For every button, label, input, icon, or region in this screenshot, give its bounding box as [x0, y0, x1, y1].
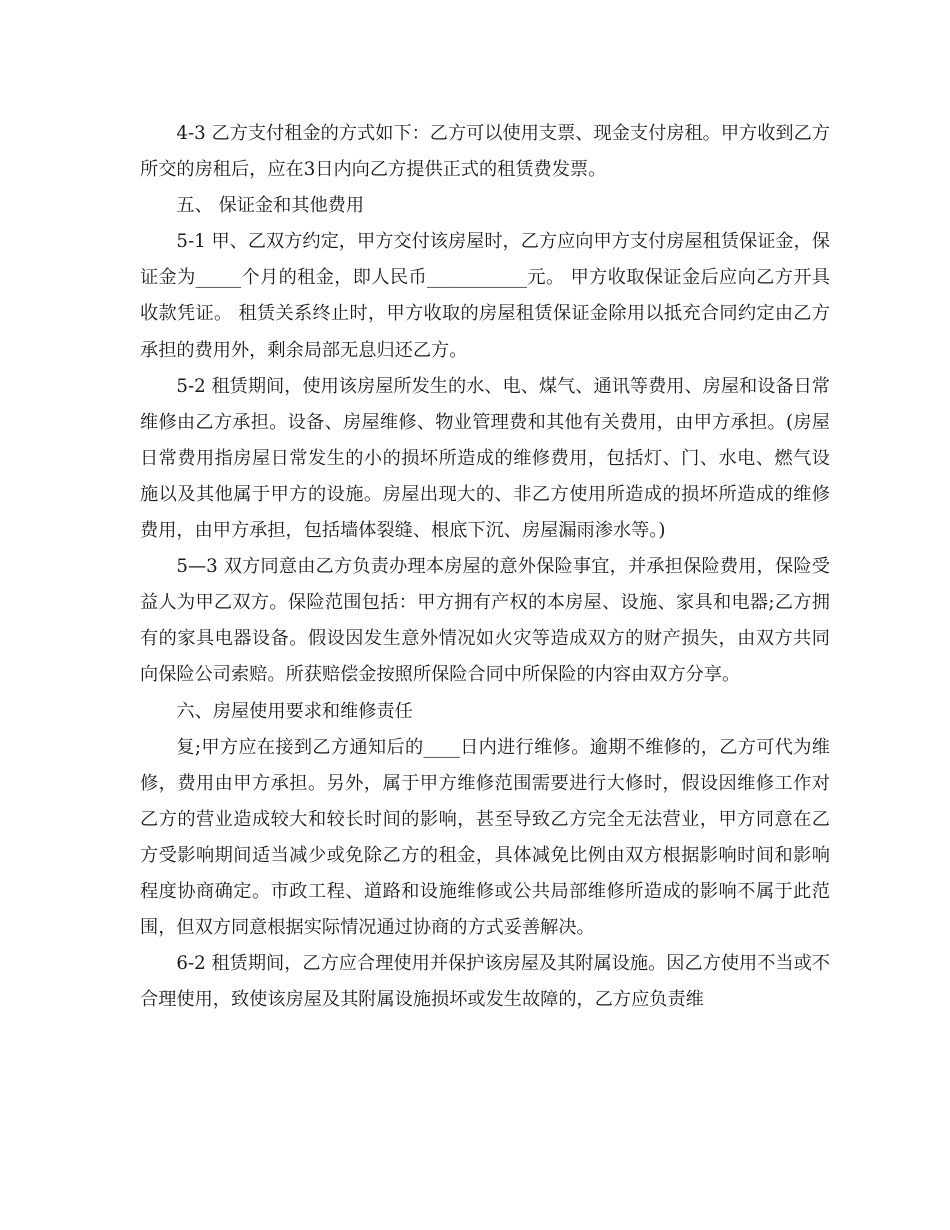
paragraph-5-2: 5-2 租赁期间，使用该房屋所发生的水、电、煤气、通讯等费用、房屋和设备日常维修由乙方承担。设备、房屋维修、物业管理费和其他有关费用，由甲方承担。(房屋日常费用指房屋日常发生的小的损坏所造成的维修费用，包括灯、门、水电、燃气设施以及其他属于甲方的设施。房屋出现大的、非乙方使用所造成的损坏所造成的维修费用，由甲方承担，包括墙体裂缝、根底下沉、房屋漏雨渗水等。) — [140, 375, 830, 542]
paragraph-4-3: 4-3 乙方支付租金的方式如下：乙方可以使用支票、现金支付房租。甲方收到乙方所交的房租后，应在3日内向乙方提供正式的租赁费发票。 — [140, 123, 830, 181]
paragraph-5-3: 5—3 双方同意由乙方负责办理本房屋的意外保险事宜，并承担保险费用，保险受益人为甲乙双方。保险范围包括：甲方拥有产权的本房屋、设施、家具和电器;乙方拥有的家具电器设备。假设因发生意外情况如火灾等造成双方的财产损失，由双方共同向保险公司索赔。所获赔偿金按照所保险合同中所保险的内容由双方分享。 — [140, 556, 830, 686]
paragraph-6-2: 6-2 租赁期间，乙方应合理使用并保护该房屋及其附属设施。因乙方使用不当或不合理使用，致使该房屋及其附属设施损坏或发生故障的，乙方应负责维 — [140, 953, 830, 1011]
document-body — [140, 116, 830, 1018]
section-heading-5: 五、 保证金和其他费用 — [176, 195, 365, 217]
paragraph-5-1: 5-1 甲、乙双方约定，甲方交付该房屋时，乙方应向甲方支付房屋租赁保证金，保证金为_____个月的租金，即人民币___________元。 甲方收取保证金后应向乙方开具收款凭证。 租赁关系终止时，甲方收取的房屋租赁保证金除用以抵充合同约定由乙方承担的费用外，剩余局部无息归还乙方。 — [140, 231, 830, 361]
paragraph-6-1: 复;甲方应在接到乙方通知后的____日内进行维修。逾期不维修的，乙方可代为维修，费用由甲方承担。另外，属于甲方维修范围需要进行大修时，假设因维修工作对乙方的营业造成较大和较长时间的影响，甚至导致乙方完全无法营业，甲方同意在乙方受影响期间适当减少或免除乙方的租金，具体减免比例由双方根据影响时间和影响程度协商确定。市政工程、道路和设施维修或公共局部维修所造成的影响不属于此范围，但双方同意根据实际情况通过协商的方式妥善解决。 — [140, 736, 830, 939]
section-heading-6: 六、房屋使用要求和维修责任 — [176, 700, 413, 722]
